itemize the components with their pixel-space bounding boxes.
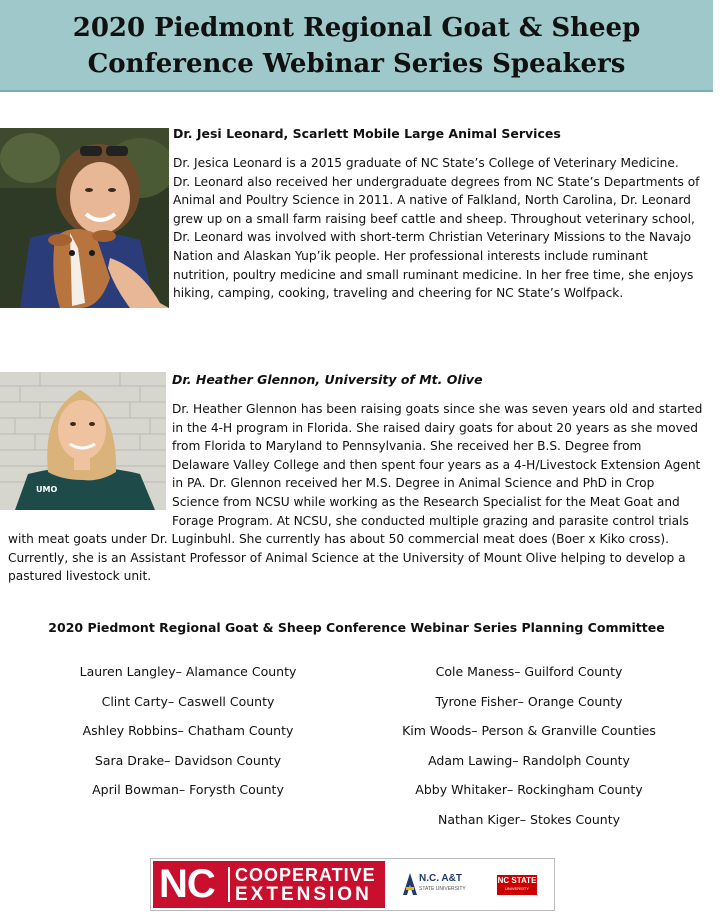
bio-line: Dr. Jesica Leonard is a 2015 graduate of NC State’s College of Veterinary Medicine. xyxy=(173,156,679,170)
bio-line: hiking, camping, cooking, traveling and cheering for NC State’s Wolfpack. xyxy=(173,286,624,301)
bio-line: in the 4-H program in Florida. She raised dairy goats for about 20 years as she moved xyxy=(172,420,699,435)
bio-line: Animal and Poultry Science in 2011. A native of Falkland, North Carolina, Dr. Leonard xyxy=(173,193,691,208)
committee-title: 2020 Piedmont Regional Goat & Sheep Conference Webinar Series Planning Committee xyxy=(48,620,665,635)
shirt-logo: UMO xyxy=(36,485,58,494)
committee-member: Adam Lawing– Randolph County xyxy=(428,752,630,768)
speaker-photo-glennon xyxy=(0,372,166,510)
committee-right-column xyxy=(379,662,679,840)
bio-line: in PA. Dr. Glennon received her M.S. Degree in Animal Science and PhD in Crop xyxy=(172,476,655,491)
bio-line: grew up on a small farm raising beef cattle and sheep. Throughout veterinary school, xyxy=(173,211,695,226)
page-title-line2: Conference Webinar Series Speakers xyxy=(87,49,626,79)
page-title-line1: 2020 Piedmont Regional Goat & Sheep xyxy=(72,13,641,43)
bio-line: Nation and Alaskan Yup’ik people. Her professional interests include ruminant xyxy=(173,248,648,263)
nc-aandt-logo: N.C. A&T xyxy=(419,873,462,884)
bio-line: Dr. Heather Glennon has been raising goats since she was seven years old and started xyxy=(172,402,703,416)
committee-member: Nathan Kiger– Stokes County xyxy=(437,811,621,827)
committee-member: Cole Maness– Guilford County xyxy=(435,664,623,679)
speaker-bio-glennon-full xyxy=(8,530,713,586)
speaker-photo-leonard xyxy=(0,128,169,308)
title-banner xyxy=(0,0,713,92)
bio-line: Dr. Leonard was involved with short-term Christian Veterinary Missions to the Navajo xyxy=(173,230,692,245)
committee-member: Lauren Langley– Alamance County xyxy=(79,664,297,679)
committee-member: Kim Woods– Person & Granville Counties xyxy=(402,723,656,739)
speaker-bio-glennon-wrapped xyxy=(172,400,713,530)
nc-state-subtitle: UNIVERSITY xyxy=(504,886,529,891)
bio-line: Science from NCSU while working as the Research Specialist for the Meat Goat and xyxy=(172,494,680,509)
cooperative-text: COOPERATIVE xyxy=(235,865,376,885)
bio-line: with meat goats under Dr. Luginbuhl. She currently has about 50 commercial meat does (Boer x Kiko cross). xyxy=(8,532,670,546)
speaker-bio-leonard xyxy=(173,154,713,303)
bio-line: Delaware Valley College and then spent four years as a 4-H/Livestock Extension Agent xyxy=(172,457,701,472)
speaker-name-glennon: Dr. Heather Glennon, University of Mt. Olive xyxy=(172,372,483,387)
bio-line: Currently, she is an Assistant Professor of Animal Science at the University of Mount Olive helping to develop a xyxy=(8,550,686,565)
leonard-photo-illustration xyxy=(0,128,169,308)
bio-line: Dr. Leonard also received her undergraduate degrees from NC State’s Departments of xyxy=(173,174,700,189)
speaker-name-leonard: Dr. Jesi Leonard, Scarlett Mobile Large Animal Services xyxy=(173,126,561,141)
nc-state-text: NC STATE xyxy=(497,876,537,885)
bio-line: Forage Program. At NCSU, she conducted multiple grazing and parasite control trials xyxy=(172,513,689,528)
committee-member: April Bowman– Forysth County xyxy=(92,782,284,798)
nc-cooperative-extension-logo xyxy=(153,861,385,908)
bio-line: nutrition, poultry medicine and small ruminant medicine. In her free time, she enjoys xyxy=(173,267,694,282)
nc-aandt-subtitle: STATE UNIVERSITY xyxy=(419,886,466,892)
bio-line: from Florida to Maryland to Pennsylvania. She received her B.S. Degree from xyxy=(172,439,642,454)
bio-line: pastured livestock unit. xyxy=(8,569,152,584)
committee-member: Clint Carty– Caswell County xyxy=(101,693,275,709)
extension-text: EXTENSION xyxy=(235,884,372,905)
committee-member: Ashley Robbins– Chatham County xyxy=(82,723,294,739)
footer-logos xyxy=(150,858,555,911)
nc-state-logo xyxy=(497,875,537,895)
logo-divider xyxy=(228,867,230,902)
nc-logo-letters: NC xyxy=(159,862,215,906)
committee-member: Tyrone Fisher– Orange County xyxy=(435,693,623,709)
committee-left-column xyxy=(38,662,338,810)
glennon-photo-illustration xyxy=(0,372,166,510)
committee-member: Abby Whitaker– Rockingham County xyxy=(415,782,643,798)
committee-member: Sara Drake– Davidson County xyxy=(94,752,282,768)
aggie-mark-icon xyxy=(403,873,417,895)
